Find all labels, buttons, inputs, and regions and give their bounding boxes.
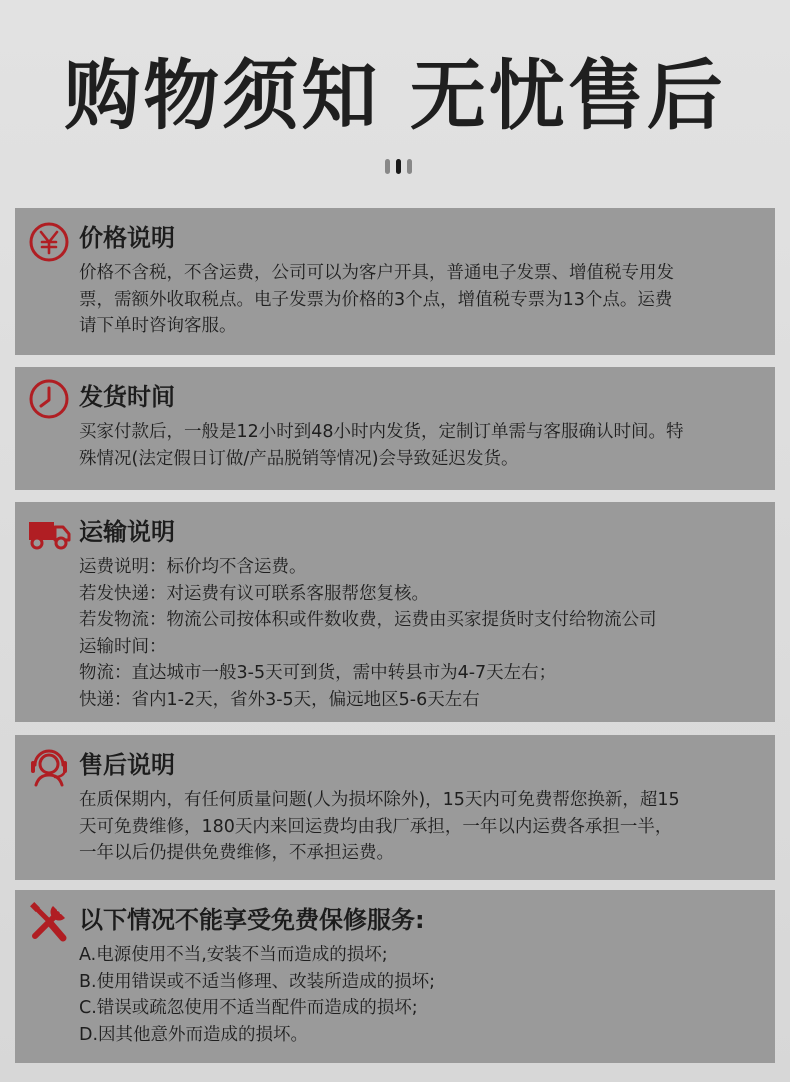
section-title: 运输说明 — [79, 518, 175, 546]
body-line: 在质保期内，有任何质量问题(人为损坏除外)，15天内可免费帮您换新，超15 — [79, 790, 680, 810]
customer-service-icon — [27, 743, 71, 787]
body-line: 若发快递：对运费有议可联系客服帮您复核。 — [79, 583, 429, 604]
body-line: 请下单时咨询客服。 — [79, 316, 237, 336]
body-line: 运费说明：标价均不含运费。 — [79, 557, 307, 577]
tools-icon — [27, 900, 71, 944]
body-line: D.因其他意外而造成的损坏。 — [79, 1024, 309, 1045]
section-body — [79, 419, 765, 472]
page-title: 购物须知 无忧售后 — [64, 51, 726, 140]
body-line: 物流：直达城市一般3-5天可到货，需中转县市为4-7天左右； — [79, 663, 557, 683]
body-line: A.电源使用不当,安装不当而造成的损坏; — [79, 945, 388, 965]
section-title: 价格说明 — [79, 224, 175, 252]
dot — [385, 159, 390, 174]
section-warranty-exclusions — [15, 890, 775, 1063]
body-line: C.错误或疏忽使用不适当配件而造成的损坏; — [79, 998, 418, 1018]
section-shipping-time — [15, 367, 775, 490]
clock-icon — [27, 377, 71, 421]
yen-icon — [27, 220, 71, 264]
truck-icon — [27, 510, 71, 554]
body-line: 快递：省内1-2天，省外3-5天，偏远地区5-6天左右 — [79, 689, 480, 710]
section-after-sales — [15, 735, 775, 880]
body-line: 天可免费维修，180天内来回运费均由我厂承担，一年以内运费各承担一半， — [79, 816, 673, 837]
body-line: 买家付款后，一般是12小时到48小时内发货，定制订单需与客服确认时间。特 — [79, 422, 684, 442]
section-body — [79, 942, 765, 1048]
body-line: 票，需额外收取税点。电子发票为价格的3个点，增值税专票为13个点。运费 — [79, 289, 673, 310]
section-price — [15, 208, 775, 355]
section-title: 以下情况不能享受免费保修服务: — [79, 906, 425, 934]
body-line: 价格不含税，不含运费，公司可以为客户开具，普通电子发票、增值税专用发 — [79, 263, 674, 283]
body-line: 殊情况(法定假日订做/产品脱销等情况)会导致延迟发货。 — [79, 448, 519, 469]
body-line: 若发物流：物流公司按体积或件数收费，运费由买家提货时支付给物流公司 — [79, 610, 657, 630]
section-transport — [15, 502, 775, 722]
body-line: 运输时间： — [79, 636, 167, 657]
dot-active — [396, 159, 401, 174]
dot — [407, 159, 412, 174]
section-body — [79, 260, 765, 340]
section-body — [79, 787, 765, 867]
section-body — [79, 554, 765, 713]
body-line: 一年以后仍提供免费维修，不承担运费。 — [79, 843, 394, 863]
section-title: 发货时间 — [79, 383, 175, 411]
section-title: 售后说明 — [79, 751, 175, 779]
body-line: B.使用错误或不适当修理、改装所造成的损坏; — [79, 971, 435, 992]
decorative-dots — [385, 159, 412, 174]
